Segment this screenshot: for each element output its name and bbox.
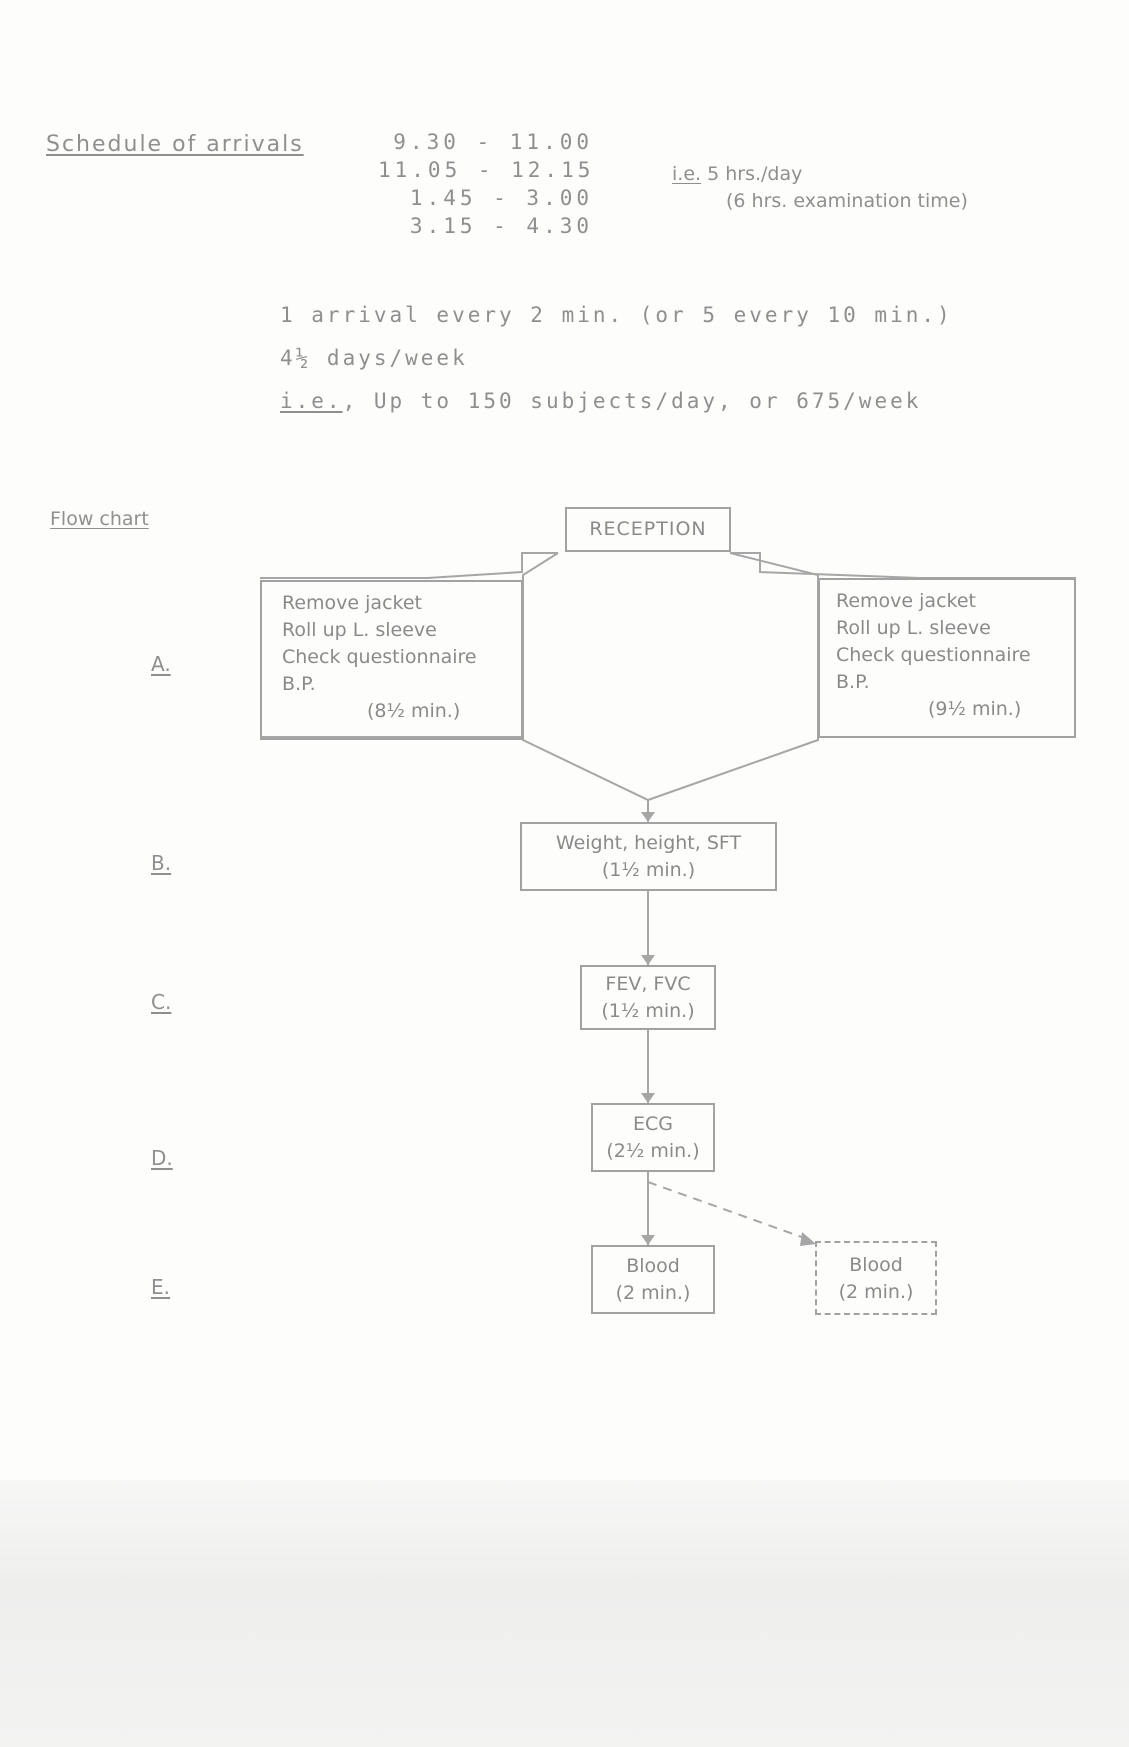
station-e-task: Blood [626, 1255, 680, 1277]
stage-label-b: B. [151, 851, 172, 875]
station-b-box [520, 822, 777, 891]
step-roll-sleeve: Roll up L. sleeve [282, 619, 437, 641]
step-remove-jacket: Remove jacket [282, 592, 422, 614]
schedule-time-1: 9.30 - 11.00 [393, 130, 593, 154]
station-c-task: FEV, FVC [605, 973, 691, 995]
capacity-ie-label: i.e. [280, 389, 343, 413]
right-box-duration: (9½ min.) [928, 698, 1022, 720]
step-check-questionnaire: Check questionnaire [836, 644, 1031, 666]
stage-label-d: D. [151, 1146, 173, 1170]
schedule-heading: Schedule of arrivals [46, 132, 304, 157]
station-e-alt-task: Blood [849, 1254, 903, 1276]
station-e-alt-box [815, 1241, 937, 1315]
ie-label: i.e. [672, 163, 702, 185]
schedule-time-4: 3.15 - 4.30 [409, 214, 593, 238]
stage-label-a: A. [151, 652, 171, 676]
left-box-duration: (8½ min.) [367, 700, 461, 722]
ie-text: 5 hrs./day [707, 163, 803, 185]
station-c-box [580, 965, 716, 1030]
station-b-duration: (1½ min.) [601, 859, 696, 881]
reception-label: RECEPTION [589, 518, 707, 540]
station-d-box [591, 1103, 715, 1172]
capacity-text: , Up to 150 subjects/day, or 675/week [342, 389, 922, 413]
station-a-left-box [260, 580, 523, 740]
flow-chart-heading: Flow chart [50, 508, 149, 530]
station-e-duration: (2 min.) [615, 1282, 691, 1304]
station-e-alt-duration: (2 min.) [838, 1281, 914, 1303]
step-blood-pressure: B.P. [282, 673, 316, 695]
days-per-week: 4½ days/week [280, 346, 468, 370]
step-check-questionnaire: Check questionnaire [282, 646, 477, 668]
station-a-right-box [818, 578, 1076, 738]
reception-box [565, 507, 731, 552]
station-b-task: Weight, height, SFT [555, 832, 742, 854]
schedule-time-3: 1.45 - 3.00 [409, 186, 593, 210]
station-c-duration: (1½ min.) [601, 1000, 695, 1022]
exam-time-note: (6 hrs. examination time) [726, 190, 968, 212]
step-remove-jacket: Remove jacket [836, 590, 976, 612]
stage-label-c: C. [151, 990, 172, 1014]
schedule-time-2: 11.05 - 12.15 [378, 158, 595, 182]
station-d-duration: (2½ min.) [606, 1140, 700, 1162]
step-roll-sleeve: Roll up L. sleeve [836, 617, 991, 639]
station-e-box [591, 1245, 715, 1314]
step-blood-pressure: B.P. [836, 671, 870, 693]
stage-label-e: E. [151, 1275, 170, 1299]
arrival-rate: 1 arrival every 2 min. (or 5 every 10 min.) [280, 303, 953, 327]
station-d-task: ECG [633, 1113, 673, 1135]
